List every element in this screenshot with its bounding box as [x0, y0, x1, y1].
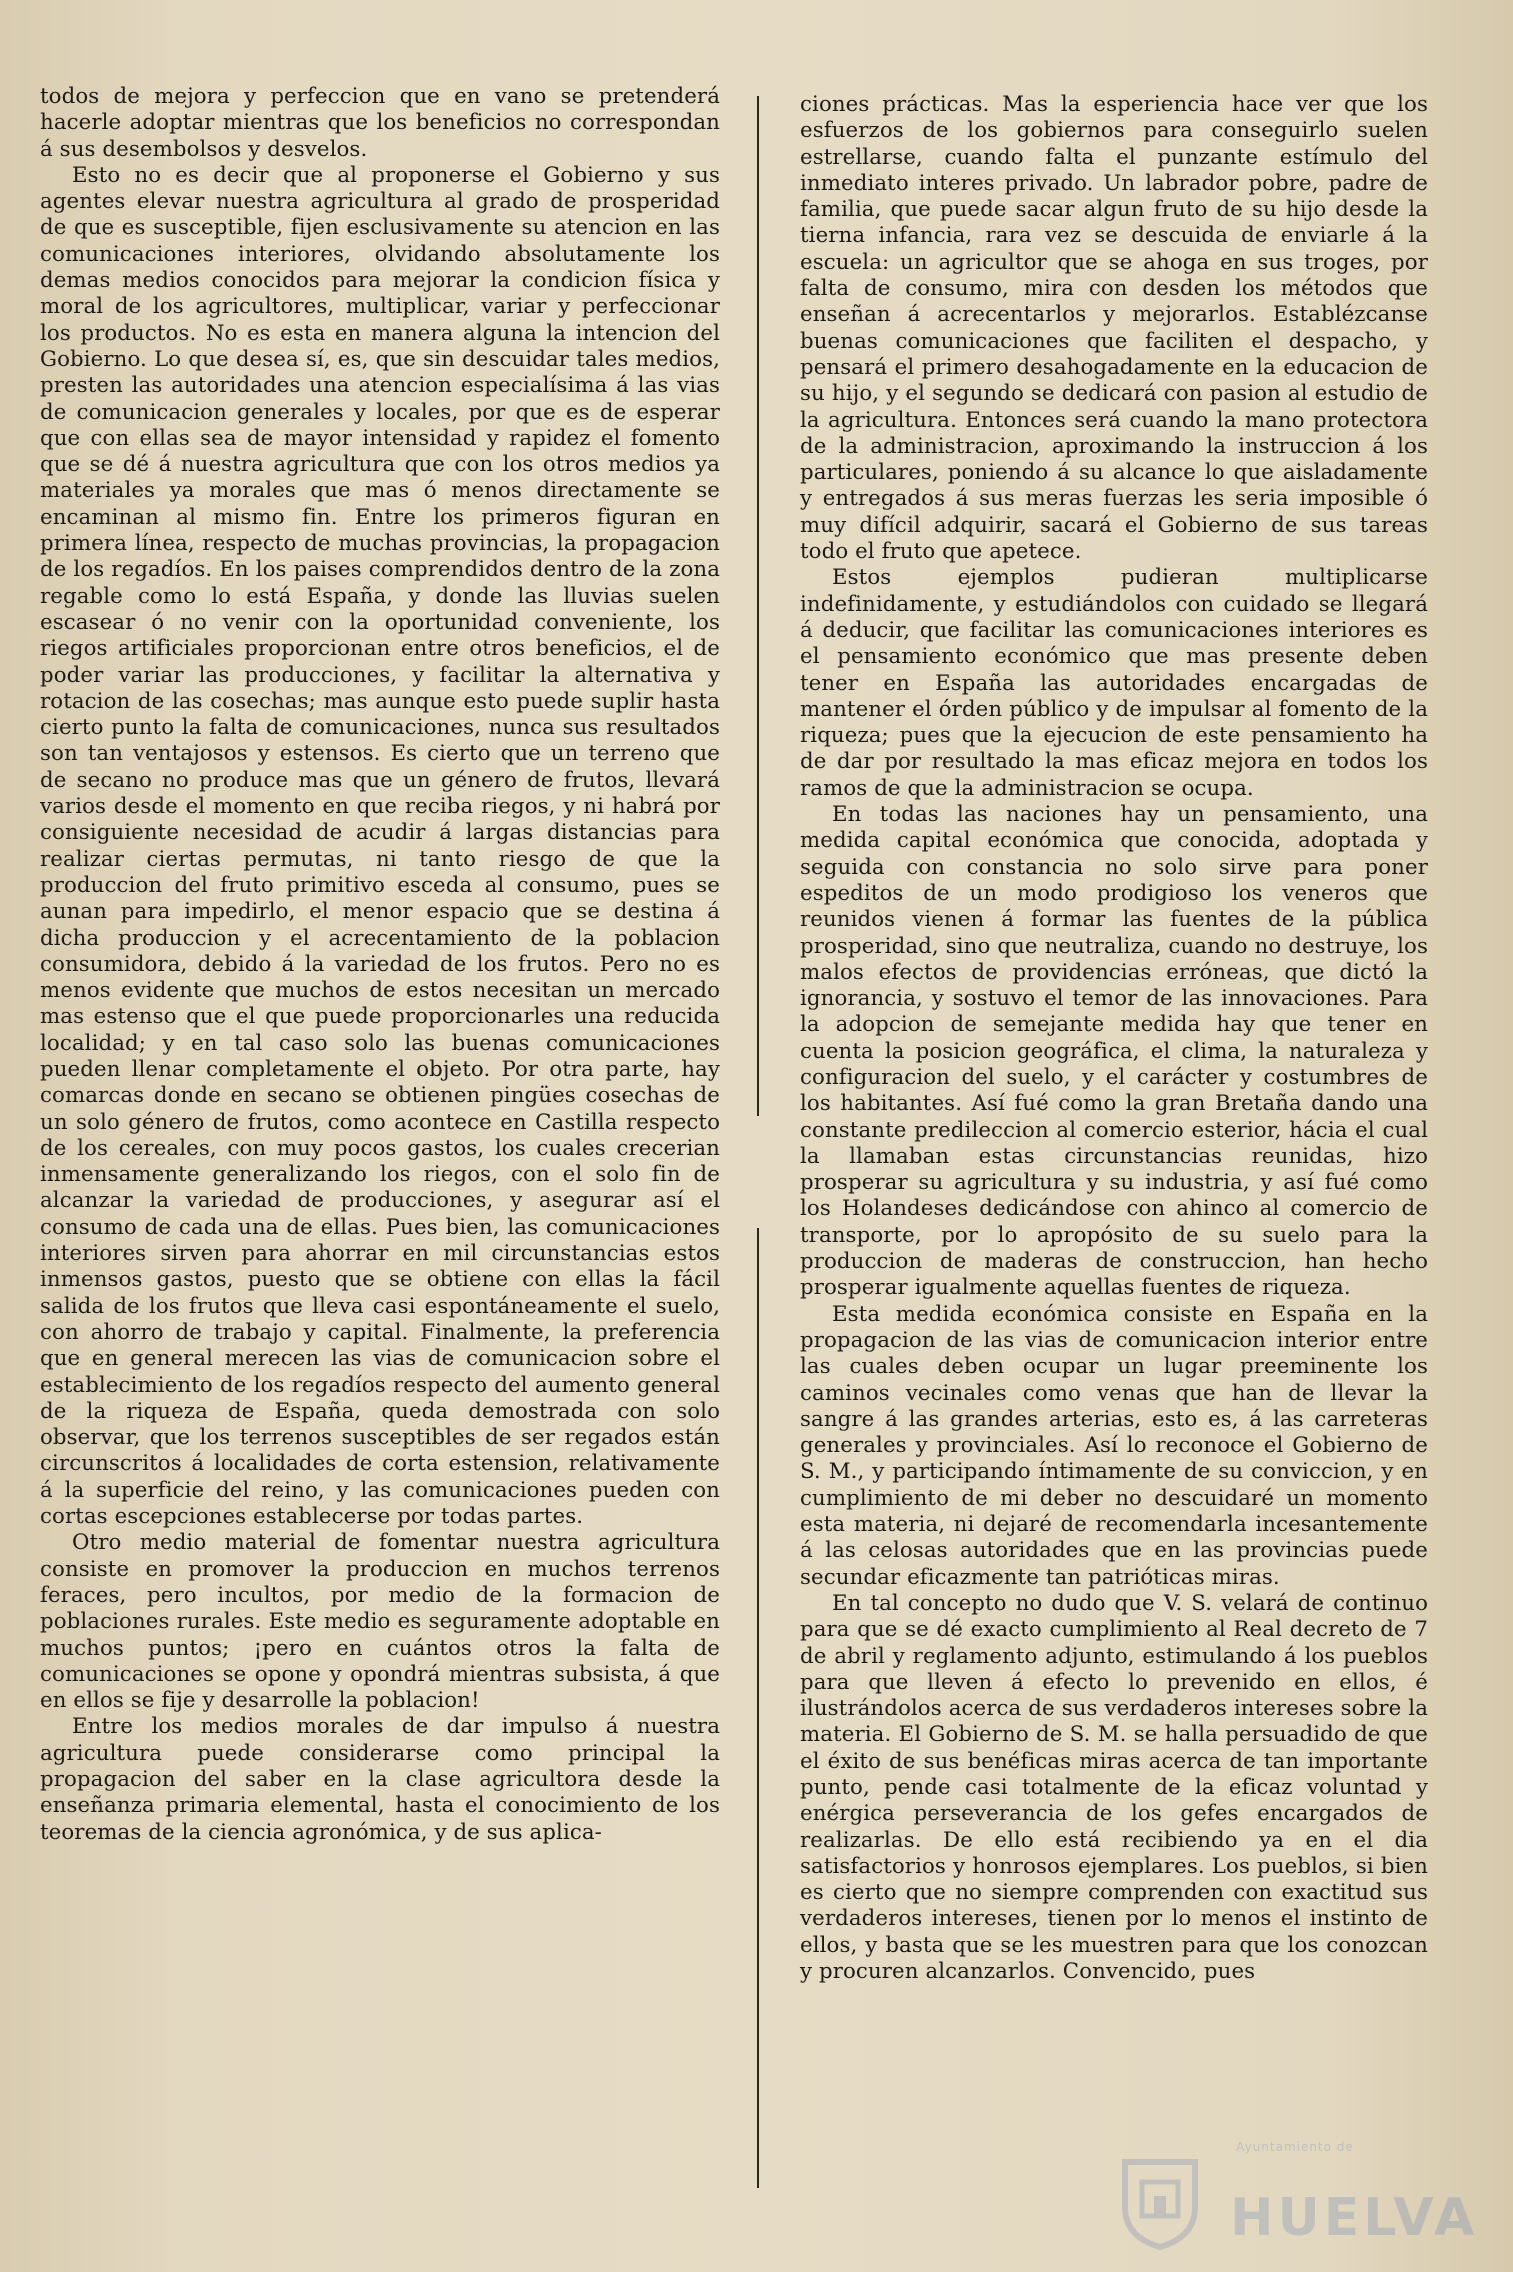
paragraph: todos de mejora y perfeccion que en vano se pretenderá hacerle adoptar mientras que los beneficios no correspondan á sus desembolsos y desvelos. [40, 84, 720, 162]
paragraph: Estos ejemplos pudieran multiplicarse indefinidamente, y estudiándolos con cuidado se llegará á deducir, que facilitar las comunicaciones interiores es el pensamiento económico que mas presente deben tener en España las autoridades encargadas de mantener el órden público y de impulsar al fomento de la riqueza; pues que la ejecucion de este pensamiento ha de dar por resultado la mas eficaz mejora en todos los ramos de que la administracion se ocupa. [800, 565, 1428, 801]
column-divider-lower [757, 1228, 759, 2188]
paragraph: Esto no es decir que al proponerse el Gobierno y sus agentes elevar nuestra agricultura al grado de prosperidad de que es susceptible, fijen esclusivamente su atencion en las comunicaciones interiores, olvidando absolutamente los demas medios conocidos para mejorar la condicion física y moral de los agricultores, multiplicar, variar y perfeccionar los productos. No es esta en manera alguna la intencion del Gobierno. Lo que desea sí, es, que sin descuidar tales medios, presten las autoridades una atencion especialísima á las vias de comunicacion generales y locales, por que es de esperar que con ellas sea de mayor intensidad y rapidez el fomento que se dé á nuestra agricultura que con los otros medios ya materiales ya morales que mas ó menos directamente se encaminan al mismo fin. Entre los primeros figuran en primera línea, respecto de muchas provincias, la propagacion de los regadíos. En los paises comprendidos dentro de la zona regable como lo está España, y donde las lluvias suelen escasear ó no venir con la oportunidad conveniente, los riegos artificiales proporcionan entre otros beneficios, el de poder variar las producciones, y facilitar la alternativa y rotacion de las cosechas; mas aunque esto puede suplir hasta cierto punto la falta de comunicaciones, nunca sus resultados son tan ventajosos y estensos. Es cierto que un terreno que de secano no produce mas que un género de frutos, llevará varios desde el momento en que reciba riegos, y ni habrá por consiguiente necesidad de acudir á largas distancias para realizar ciertas permutas, ni tanto riesgo de que la produccion del fruto primitivo esceda al consumo, pues se aunan para impedirlo, el menor espacio que se destina á dicha produccion y el acrecentamiento de la poblacion consumidora, debido á la variedad de los frutos. Pero no es menos evidente que muchos de estos necesitan un mercado mas estenso que el que puede proporcionarles una reducida localidad; y en tal caso solo las buenas comunicaciones pueden llenar completamente el objeto. Por otra parte, hay comarcas donde en secano se obtienen pingües cosechas de un solo género de frutos, como acontece en Castilla respecto de los cereales, con muy pocos gastos, los cuales crecerian inmensamente generalizando los riegos, con el solo fin de alcanzar la variedad de producciones, y asegurar así el consumo de cada una de ellas. Pues bien, las comunicaciones interiores sirven para ahorrar en mil circunstancias estos inmensos gastos, puesto que se obtiene con ellas la fácil salida de los frutos que lleva casi espontáneamente el suelo, con ahorro de trabajo y capital. Finalmente, la preferencia que en general merecen las vias de comunicacion sobre el establecimiento de los regadíos respecto del aumento general de la riqueza de España, queda demostrada con solo observar, que los terrenos susceptibles de ser regados están circunscritos á localidades de corta estension, relativamente á la superficie del reino, y las comunicaciones pueden con cortas escepciones establecerse por todas partes. [40, 162, 720, 1530]
paragraph: Entre los medios morales de dar impulso á nuestra agricultura puede considerarse como principal la propagacion del saber en la clase agricultora desde la enseñanza primaria elemental, hasta el conocimiento de los teoremas de la ciencia agronómica, y de sus aplica- [40, 1714, 720, 1845]
paragraph: En todas las naciones hay un pensamiento, una medida capital económica que conocida, adoptada y seguida con constancia no solo sirve para poner espeditos de un modo prodigioso los veneros que reunidos vienen á formar las fuentes de la pública prosperidad, sino que neutraliza, cuando no destruye, los malos efectos de providencias erróneas, que dictó la ignorancia, y sostuvo el temor de las innovaciones. Para la adopcion de semejante medida hay que tener en cuenta la posicion geográfica, el clima, la naturaleza y configuracion del suelo, y el carácter y costumbres de los habitantes. Así fué como la gran Bretaña dando una constante predileccion al comercio esterior, hácia el cual la llamaban estas circunstancias reunidas, hizo prosperar su agricultura y su industria, y así fué como los Holandeses dedicándose con ahinco al comercio de transporte, por lo apropósito de su suelo para la produccion de maderas de construccion, han hecho prosperar igualmente aquellas fuentes de riqueza. [800, 802, 1428, 1301]
paragraph: Esta medida económica consiste en España en la propagacion de las vias de comunicacion interior entre las cuales deben ocupar un lugar preeminente los caminos vecinales como venas que han de llevar la sangre á las grandes arterias, esto es, á las carreteras generales y provinciales. Así lo reconoce el Gobierno de S. M., y participando íntimamente de su conviccion, y en cumplimiento de mi deber no descuidaré un momento esta materia, ni dejaré de recomendarla incesantemente á las celosas autoridades que en las provincias puede secundar eficazmente tan patrióticas miras. [800, 1301, 1428, 1590]
left-text-column [40, 84, 720, 1846]
right-text-column [800, 92, 1428, 1985]
city-shield-icon [1110, 2152, 1210, 2252]
paragraph: En tal concepto no dudo que V. S. velará de continuo para que se dé exacto cumplimiento al Real decreto de 7 de abril y reglamento adjunto, estimulando á los pueblos para que lleven á efecto lo prevenido en ellos, é ilustrándolos acerca de sus verdaderos intereses sobre la materia. El Gobierno de S. M. se halla persuadido de que el éxito de sus benéficas miras acerca de tan importante punto, pende casi totalmente de la eficaz voluntad y enérgica perseverancia de los gefes encargados de realizarlas. De ello está recibiendo ya en el dia satisfactorios y honrosos ejemplares. Los pueblos, si bien es cierto que no siempre comprenden con exactitud sus verdaderos intereses, tienen por lo menos el instinto de ellos, y basta que se les muestren para que los conozcan y procuren alcanzarlos. Convencido, pues [800, 1590, 1428, 1985]
watermark-line: Ayuntamiento de [1236, 2140, 1354, 2154]
column-divider-upper [757, 96, 759, 1116]
archive-watermark [1100, 2140, 1479, 2260]
watermark-word: HUELVA [1230, 2188, 1479, 2248]
paragraph: Otro medio material de fomentar nuestra agricultura consiste en promover la produccion en muchos terrenos feraces, pero incultos, por medio de la formacion de poblaciones rurales. Este medio es seguramente adoptable en muchos puntos; ¡pero en cuántos otros la falta de comunicaciones se opone y opondrá mientras subsista, á que en ellos se fije y desarrolle la poblacion! [40, 1530, 720, 1714]
paragraph: ciones prácticas. Mas la esperiencia hace ver que los esfuerzos de los gobiernos para conseguirlo suelen estrellarse, cuando falta el punzante estímulo del inmediato interes privado. Un labrador pobre, padre de familia, que puede sacar algun fruto de su hijo desde la tierna infancia, rara vez se descuida de enviarle á la escuela: un agricultor que se ahoga en sus troges, por falta de consumo, mira con desden los métodos que enseñan á acrecentarlos y mejorarlos. Establézcanse buenas comunicaciones que faciliten el despacho, y pensará el primero desahogadamente en la educacion de su hijo, y el segundo se dedicará con pasion al estudio de la agricultura. Entonces será cuando la mano protectora de la administracion, aproximando la instruccion á los particulares, poniendo á su alcance lo que aisladamente y entregados á sus meras fuerzas les seria imposible ó muy difícil adquirir, sacará el Gobierno de sus tareas todo el fruto que apetece. [800, 92, 1428, 565]
